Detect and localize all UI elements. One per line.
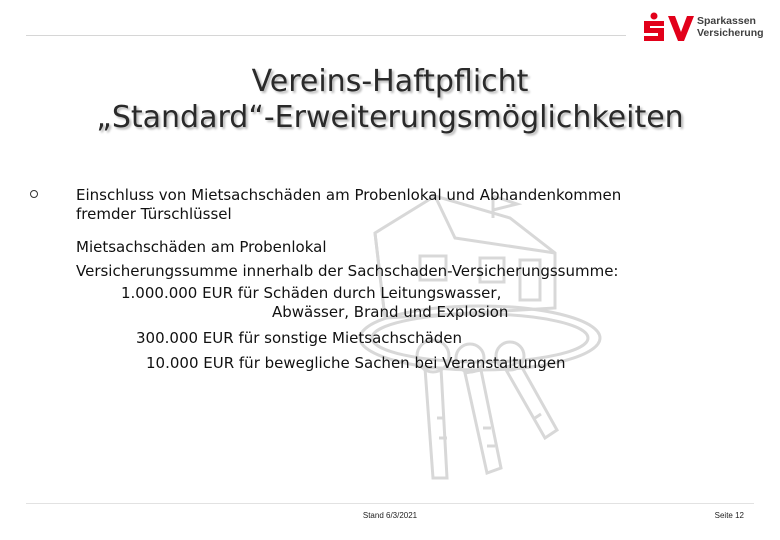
amount-line-1-cont: Abwässer, Brand und Explosion	[272, 303, 509, 321]
page-title	[0, 64, 780, 136]
bullet-marker	[30, 190, 38, 198]
footer-page-number: Seite 12	[714, 511, 744, 520]
sum-line: Versicherungssumme innerhalb der Sachschaden-Versicherungssumme:	[76, 262, 619, 280]
bullet-line-1: Einschluss von Mietsachschäden am Probenlokal und Abhandenkommen	[76, 186, 622, 204]
footer-rule	[26, 503, 754, 504]
footer-date: Stand 6/3/2021	[362, 511, 418, 520]
brand-line-2: Versicherung	[697, 27, 764, 39]
sparkasse-s-icon	[640, 12, 668, 42]
brand-line-1: Sparkassen	[697, 15, 756, 27]
bullet-line-2: fremder Türschlüssel	[76, 205, 232, 223]
bullet-item	[76, 186, 716, 224]
title-line-2: „Standard“-Erweiterungsmöglichkeiten	[96, 100, 684, 135]
amount-line-3: 10.000 EUR für bewegliche Sachen bei Veranstaltungen	[146, 354, 566, 372]
versicherung-v-icon	[667, 14, 695, 42]
brand-name	[697, 15, 764, 39]
details-heading: Mietsachschäden am Probenlokal	[76, 238, 327, 256]
sparkassen-versicherung-logo	[640, 10, 762, 44]
title-line-1: Vereins-Haftpflicht	[251, 64, 529, 99]
amount-line-2: 300.000 EUR für sonstige Mietsachschäden	[136, 329, 463, 347]
amount-line-1: 1.000.000 EUR für Schäden durch Leitungswasser,	[121, 284, 502, 302]
header-rule	[26, 35, 626, 36]
